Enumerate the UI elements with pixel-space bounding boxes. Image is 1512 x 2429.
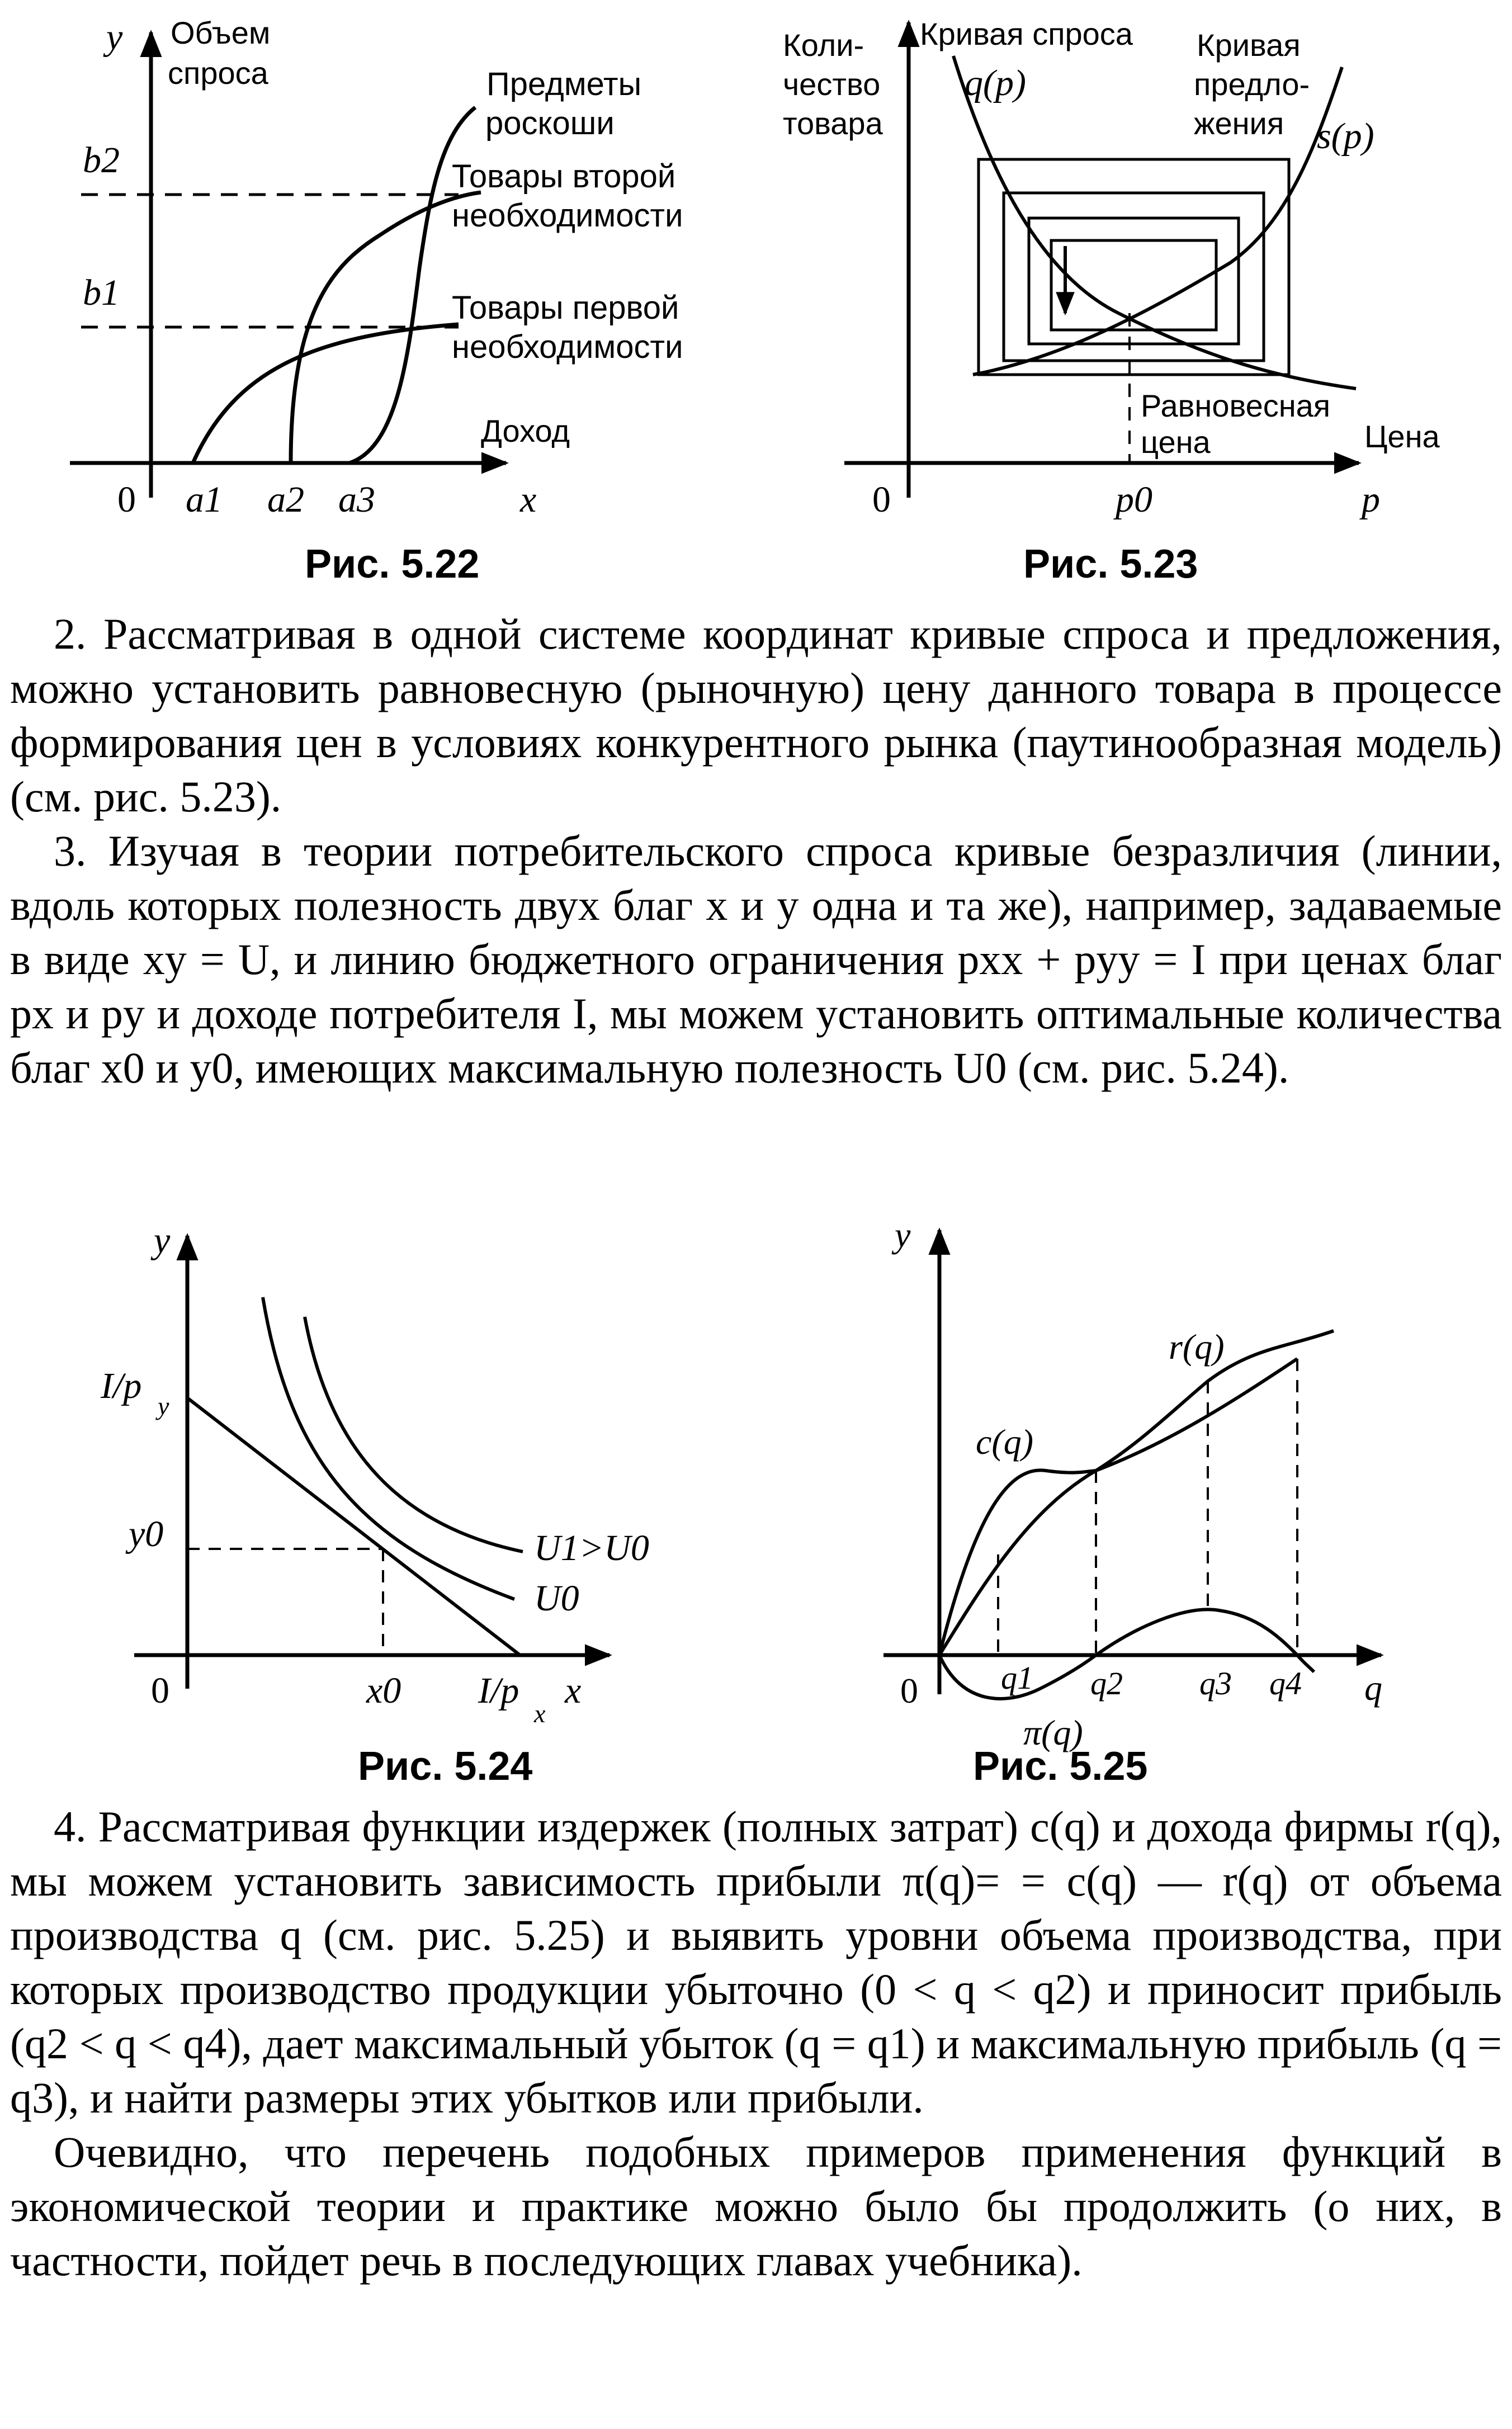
- fig524-x0-label: x0: [366, 1670, 401, 1711]
- fig522-first-1: Товары первой: [452, 290, 679, 326]
- fig523-x-label: p: [1362, 479, 1380, 520]
- paragraph-4: 4. Рассматривая функции издержек (полных затрат) c(q) и дохода фирмы r(q), мы можем установить зависимость прибыли π(q)= = c(q) — r(q) от объема производства q (см. рис. 5.25) и выявить уровни объема производства, при которых производство продукции убыточно (0 < q < q2) и приносит прибыль (q2 < q < q4), дает максимальный убыток (q = q1) и максимальную прибыль (q = q3), и найти размеры этих убытков или прибыли.: [10, 1802, 1502, 2122]
- fig522-y-label: y: [106, 17, 123, 58]
- fig522-luxury-1: Предметы: [486, 66, 642, 102]
- fig522-x-title: Доход: [481, 413, 570, 448]
- figure-5-24: [134, 1236, 609, 1689]
- fig522-y-title-2: спроса: [168, 55, 268, 91]
- fig523-caption: Рис. 5.23: [1023, 542, 1198, 587]
- fig523-p0-label: p0: [1116, 479, 1152, 520]
- fig522-caption: Рис. 5.22: [305, 542, 480, 587]
- fig525-q1-label: q1: [1001, 1660, 1033, 1696]
- fig524-y-label: y: [154, 1220, 171, 1261]
- fig522-origin-label: 0: [117, 479, 136, 520]
- fig522-x-label: x: [520, 479, 537, 520]
- paragraph-2: 2. Рассматривая в одной системе координат кривые спроса и предложения, можно установить равновесную (рыночную) цену данного товара в процессе формирования цен в условиях конкурентного рынка (паутинообразная модель) (см. рис. 5.23).: [10, 609, 1502, 821]
- figure-5-25: [883, 1230, 1381, 1699]
- fig522-second-1: Товары второй: [452, 158, 676, 195]
- fig524-Ipy-sub: y: [158, 1392, 169, 1420]
- fig522-labels: [83, 15, 683, 520]
- fig525-q3-label: q3: [1199, 1665, 1232, 1702]
- fig525-pi-label: π(q): [1023, 1713, 1083, 1752]
- fig523-supply-fn: s(p): [1317, 116, 1374, 157]
- fig523-y-title-1: Коли-: [783, 27, 864, 63]
- fig525-curve-c: [939, 1359, 1297, 1655]
- fig525-q4-label: q4: [1269, 1665, 1302, 1702]
- fig523-x-title: Цена: [1364, 419, 1440, 454]
- fig524-Ipx-label: I/p: [478, 1670, 519, 1711]
- fig524-Ipy-label: I/p: [101, 1365, 142, 1406]
- fig523-y-title-2: чество: [783, 67, 881, 102]
- fig524-x-label: x: [565, 1670, 582, 1711]
- fig525-c-label: c(q): [976, 1422, 1034, 1462]
- fig522-second-2: необходимости: [452, 197, 683, 234]
- fig524-caption: Рис. 5.24: [358, 1744, 533, 1789]
- paragraph-3: 3. Изучая в теории потребительского спроса кривые безразличия (линии, вдоль которых полезность двух благ x и y одна и та же), например, задаваемые в виде xy = U, и линию бюджетного ограничения pxx + pyy = I при ценах благ px и py и доходе потребителя I, мы можем установить оптимальные количества благ x0 и y0, имеющих максимальную полезность U0 (см. рис. 5.24).: [10, 826, 1502, 1092]
- fig523-supply-title-1: Кривая: [1197, 27, 1301, 63]
- text-block-top: [10, 607, 1502, 1095]
- fig523-supply-title-3: жения: [1194, 106, 1284, 141]
- fig523-origin-label: 0: [872, 479, 891, 520]
- fig523-equilibrium-1: Равновесная: [1141, 388, 1331, 423]
- fig524-y0-label: y0: [129, 1514, 164, 1554]
- fig522-first-2: необходимости: [452, 329, 683, 365]
- fig525-caption: Рис. 5.25: [973, 1744, 1148, 1789]
- fig523-equilibrium-2: цена: [1141, 424, 1211, 460]
- fig524-curve-U1: [305, 1317, 523, 1552]
- paragraph-5: Очевидно, что перечень подобных примеров применения функций в экономической теории и практике можно было бы продолжить (о них, в частности, пойдет речь в последующих главах учебника).: [10, 2128, 1502, 2285]
- fig523-demand-curve: [953, 56, 1356, 389]
- fig525-q2-label: q2: [1090, 1665, 1123, 1702]
- fig523-demand-fn: q(p): [965, 63, 1026, 103]
- fig525-origin-label: 0: [900, 1671, 918, 1710]
- fig523-y-title-3: товара: [783, 106, 883, 141]
- figure-5-22: [70, 32, 506, 498]
- fig522-a2-label: a2: [267, 479, 304, 520]
- fig525-labels: [891, 1215, 1382, 1752]
- fig522-b2-label: b2: [83, 140, 120, 181]
- fig523-labels: [783, 16, 1440, 520]
- fig525-y-label: y: [895, 1215, 911, 1255]
- fig524-origin-label: 0: [151, 1670, 169, 1711]
- fig524-U0-label: U0: [534, 1578, 579, 1619]
- fig522-luxury-2: роскоши: [485, 105, 615, 141]
- fig522-a1-label: a1: [186, 479, 223, 520]
- fig524-U1-label: U1>U0: [534, 1528, 649, 1568]
- fig523-demand-title: Кривая спроса: [920, 16, 1133, 51]
- fig522-a3-label: a3: [338, 479, 375, 520]
- text-block-bottom: [10, 1799, 1502, 2288]
- fig522-y-title-1: Объем: [171, 15, 271, 50]
- fig523-supply-title-2: предло-: [1194, 67, 1310, 102]
- fig523-cobweb: [979, 159, 1289, 375]
- fig524-budget-line: [187, 1398, 520, 1655]
- fig522-b1-label: b1: [83, 272, 120, 313]
- fig525-r-label: r(q): [1169, 1327, 1225, 1367]
- fig522-curve-first-necessity: [193, 324, 459, 463]
- fig524-Ipx-sub: x: [534, 1699, 546, 1728]
- fig525-x-label: q: [1364, 1668, 1382, 1708]
